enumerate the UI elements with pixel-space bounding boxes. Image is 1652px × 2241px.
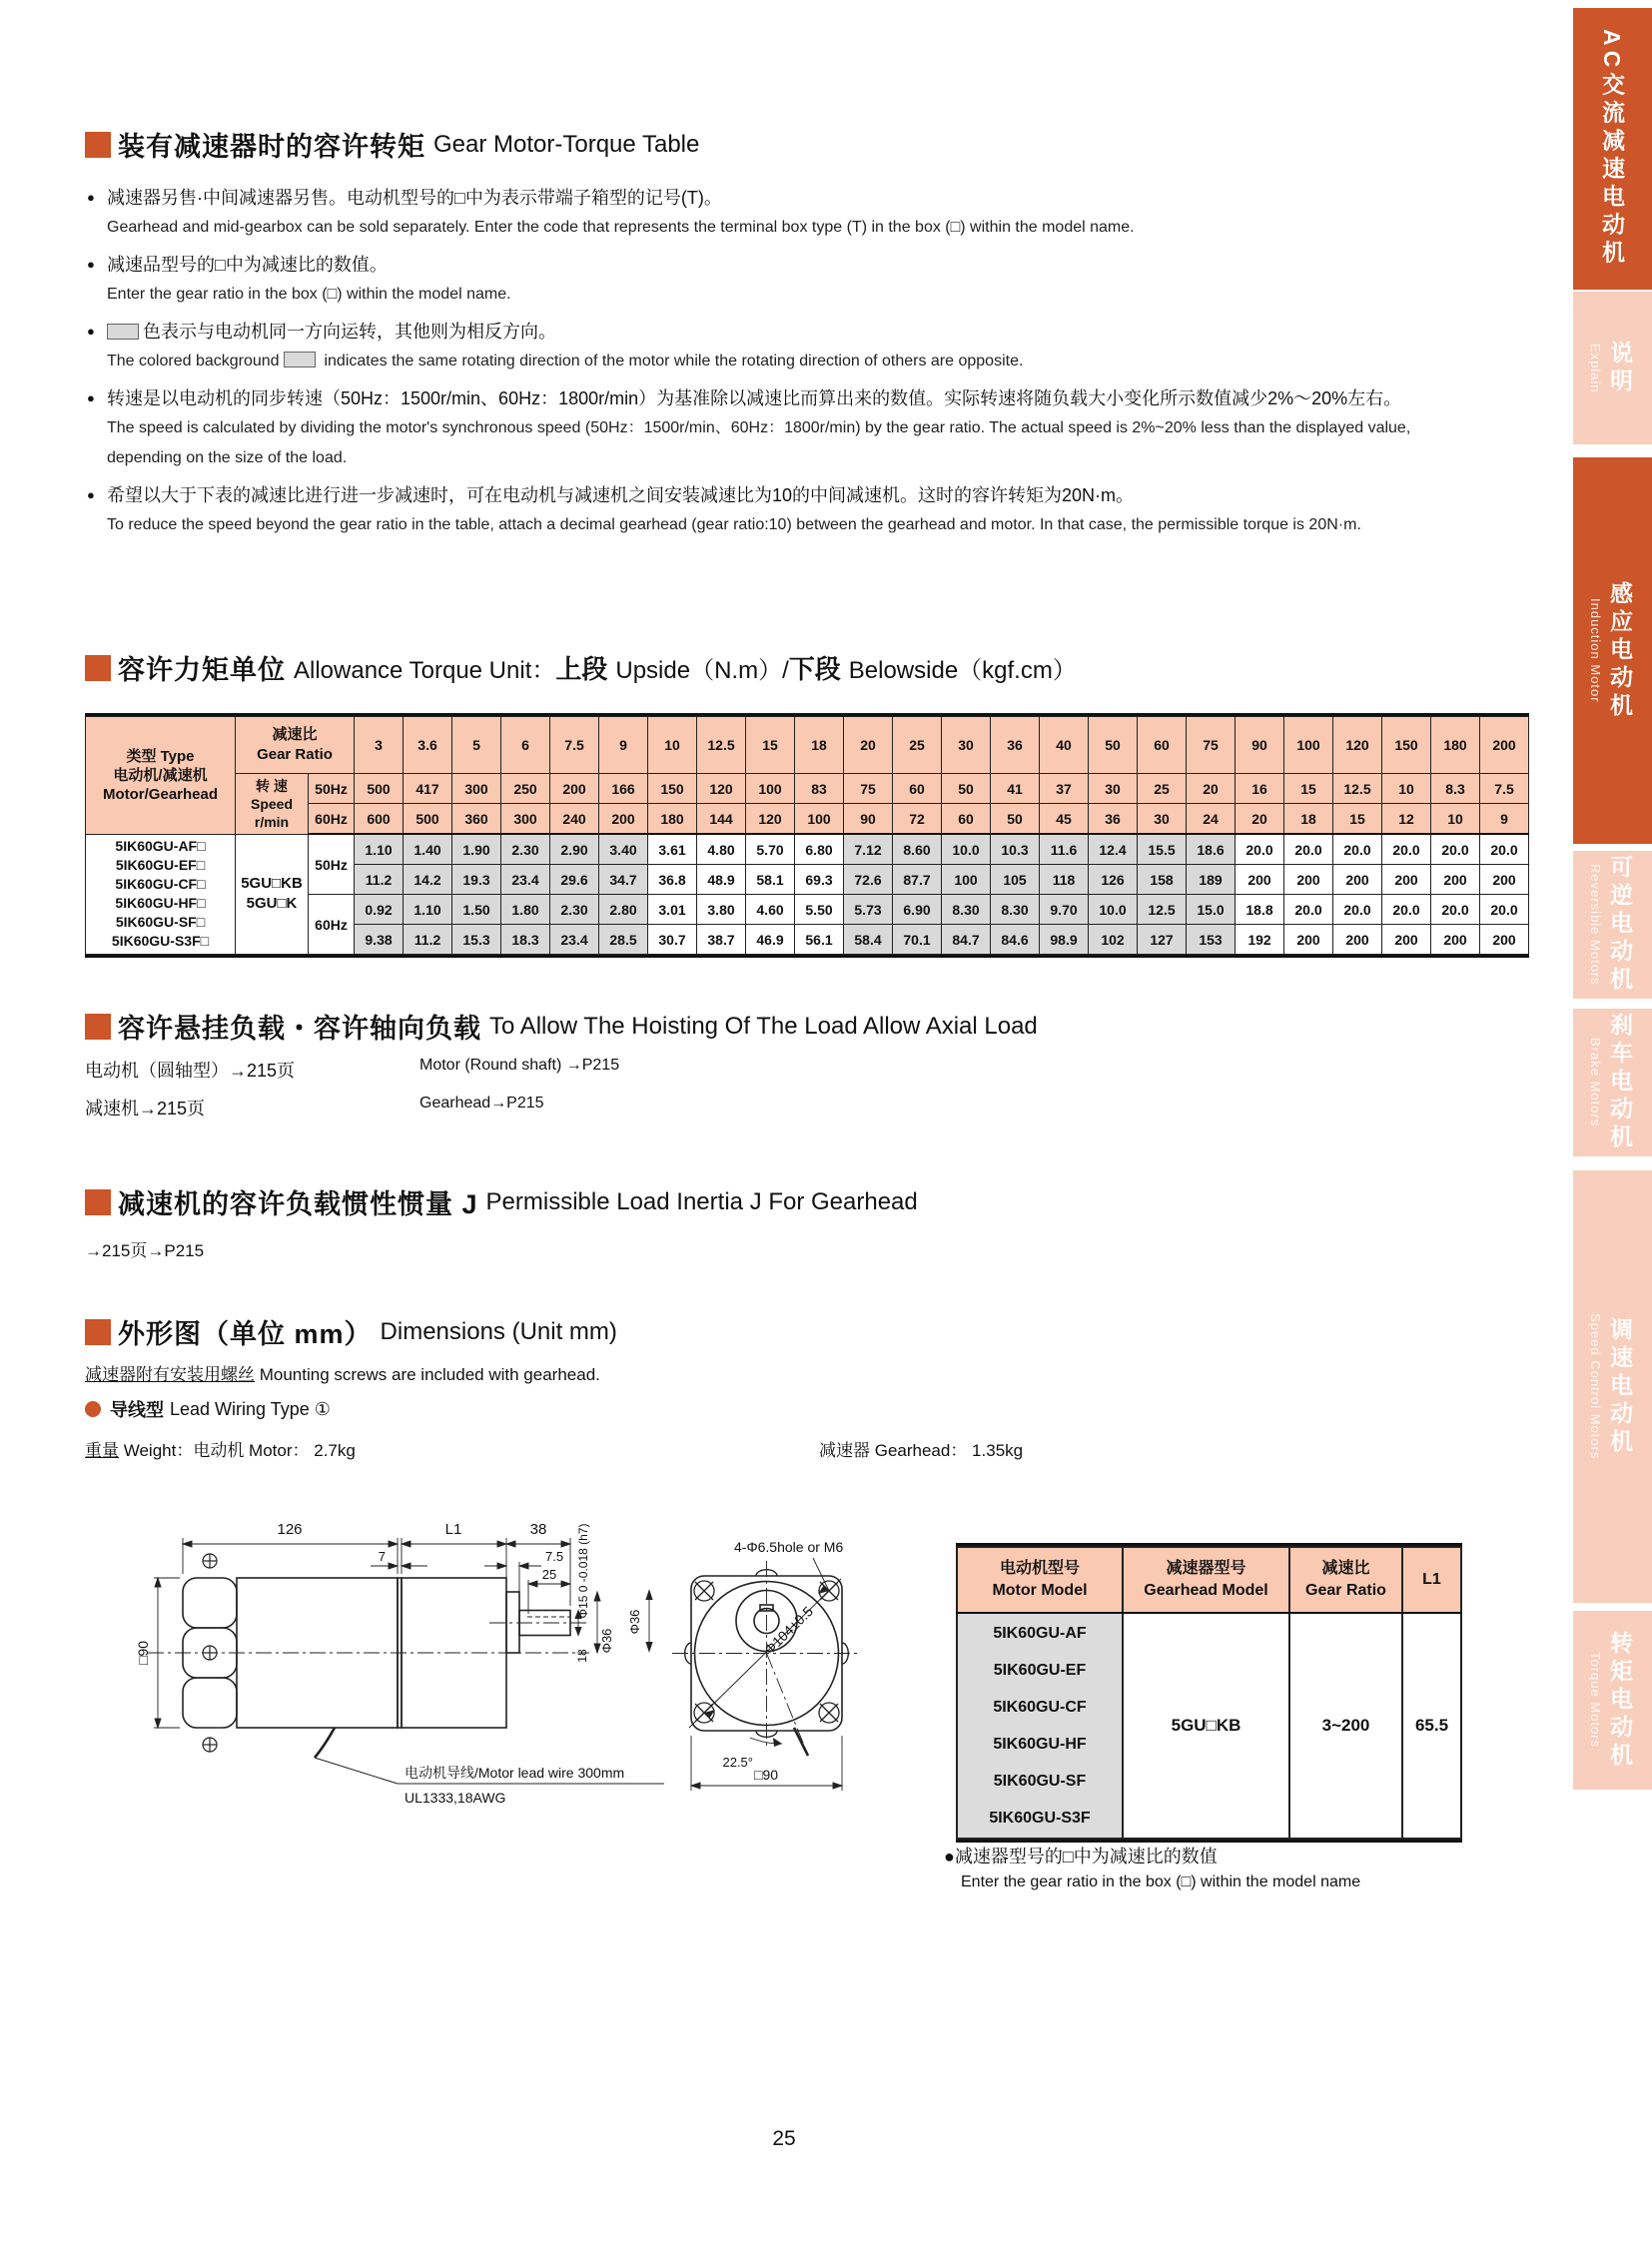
sidebar-tab-speed-control-motors[interactable]: Speed Control Motors 调速电动机: [1573, 1170, 1652, 1603]
dim-label: 4-Φ6.5hole or M6: [734, 1539, 844, 1555]
torque-50hz-nm-cell: 18.6: [1187, 834, 1236, 865]
note-zh: 减速器另售·中间减速器另售。电动机型号的□中为表示带端子箱型的记号(T)。: [107, 188, 722, 208]
torque-60hz-kgf-cell: 200: [1431, 925, 1480, 955]
speed-60hz-cell: 18: [1284, 804, 1333, 835]
note-zh: 转速是以电动机的同步转速（50Hz：1500r/min、60Hz：1800r/min）为基准除以减速比而算出来的数值。实际转速将随负载大小变化所示数值减少2%～20%左右。: [107, 388, 1402, 408]
torque-50hz-nm-cell: 10.3: [991, 834, 1040, 865]
heading-upside-en: Upside（N.m）/: [615, 657, 789, 684]
model-table: [956, 1546, 1462, 1840]
torque-50hz-kgf-cell: 200: [1284, 865, 1333, 895]
torque-50hz-nm-cell: 5.70: [746, 834, 795, 865]
torque-50hz-nm-cell: 20.0: [1284, 834, 1333, 865]
torque-60hz-kgf-cell: 200: [1333, 925, 1382, 955]
speed-60hz-cell: 72: [893, 804, 942, 835]
torque-50hz-nm-cell: 20.0: [1236, 834, 1284, 865]
heading-en: Permissible Load Inertia J For Gearhead: [485, 1187, 918, 1215]
speed-60hz-cell: 45: [1040, 804, 1089, 835]
bullet-dot-icon: ●: [87, 390, 95, 405]
gear-ratio-value-cell: 150: [1382, 717, 1431, 774]
torque-50hz-nm-cell: 20.0: [1382, 834, 1431, 865]
speed-60hz-cell: 100: [795, 804, 844, 835]
speed-50hz-cell: 500: [355, 774, 404, 804]
gear-ratio-value-cell: 75: [1187, 717, 1236, 774]
torque-60hz-kgf-cell: 38.7: [697, 925, 746, 955]
speed-60hz-cell: 90: [844, 804, 893, 835]
section-marker-icon: [85, 655, 111, 681]
heading-zh: 减速机的容许负载惯性惯量 J: [118, 1189, 478, 1219]
hz-label-cell: 60Hz: [309, 895, 355, 955]
list-item: [85, 183, 1413, 243]
heading-zh: 装有减速器时的容许转矩: [118, 132, 425, 162]
dim-label: 22.5°: [722, 1755, 753, 1770]
weight-gearhead: 减速器 Gearhead： 1.35kg: [819, 1441, 1024, 1460]
torque-50hz-nm-cell: 15.5: [1138, 834, 1187, 865]
speed-60hz-cell: 20: [1236, 804, 1284, 835]
gear-ratio-value-cell: 50: [1089, 717, 1138, 774]
torque-60hz-nm-cell: 18.8: [1236, 895, 1284, 925]
dim-label: Φ104±0.5: [760, 1603, 817, 1658]
gear-ratio-value-cell: 3.6: [404, 717, 452, 774]
gear-ratio-value-cell: 30: [942, 717, 991, 774]
torque-50hz-kgf-cell: 200: [1382, 865, 1431, 895]
motor-model: 5IK60GU-HF: [993, 1736, 1087, 1753]
torque-60hz-kgf-cell: 102: [1089, 925, 1138, 955]
motor-model: 5IK60GU-SF□: [115, 914, 206, 931]
note-zh: 希望以大于下表的减速比进行进一步减速时，可在电动机与减速机之间安装减速比为10的中间减速机。这时的容许转矩为20N·m。: [107, 485, 1135, 505]
torque-60hz-nm-cell: 4.60: [746, 895, 795, 925]
torque-60hz-kgf-cell: 127: [1138, 925, 1187, 955]
motor-model: 5IK60GU-CF□: [115, 876, 206, 893]
speed-50hz-cell: 12.5: [1333, 774, 1382, 804]
torque-50hz-nm-cell: 20.0: [1480, 834, 1529, 865]
torque-60hz-kgf-cell: 153: [1187, 925, 1236, 955]
speed-50hz-cell: 100: [746, 774, 795, 804]
gear-ratio-value-cell: 200: [1480, 717, 1529, 774]
gear-ratio-header-cell: 减速比 Gear Ratio: [1289, 1547, 1402, 1613]
gear-ratio-value-cell: 20: [844, 717, 893, 774]
heading-zh: 容许悬挂负载・容许轴向负载: [118, 1014, 481, 1044]
speed-50hz-cell: 60: [893, 774, 942, 804]
heading-zh: 容许力矩单位: [118, 655, 286, 685]
section-marker-icon: [85, 1189, 111, 1215]
speed-60hz-cell: 120: [746, 804, 795, 835]
torque-60hz-kgf-cell: 11.2: [404, 925, 452, 955]
gear-ratio-value-cell: 10: [648, 717, 697, 774]
sidebar-tab-induction-motor[interactable]: Induction Motor 感应电动机: [1573, 457, 1652, 844]
dim-label: Φ36: [627, 1609, 642, 1635]
torque-50hz-nm-cell: 2.30: [501, 834, 550, 865]
note-zh: 色表示与电动机同一方向运转，其他则为相反方向。: [107, 317, 1413, 347]
gear-ratio-value-cell: 25: [893, 717, 942, 774]
torque-60hz-kgf-cell: 84.7: [942, 925, 991, 955]
wire-label: 电动机导线/Motor lead wire 300mm: [405, 1765, 625, 1781]
speed-60hz-cell: 144: [697, 804, 746, 835]
motor-model: 5IK60GU-EF□: [115, 857, 206, 874]
sidebar-tab-torque-motors[interactable]: Torque Motors 转矩电动机: [1573, 1611, 1652, 1790]
motor-model: 5IK60GU-HF□: [115, 895, 206, 912]
speed-60hz-cell: 500: [404, 804, 452, 835]
section-marker-icon: [85, 132, 111, 158]
lead-type-zh: 导线型: [110, 1400, 164, 1420]
gearhead-model-header-cell: 减速器型号 Gearhead Model: [1123, 1547, 1289, 1613]
torque-50hz-kgf-cell: 29.6: [550, 865, 599, 895]
gearhead-model: 5GU□KB: [241, 875, 303, 893]
l1-header-cell: L1: [1402, 1547, 1461, 1613]
list-item: [85, 250, 1413, 310]
torque-60hz-nm-cell: 2.30: [550, 895, 599, 925]
model-table-wrap: [956, 1543, 1462, 1843]
speed-50hz-cell: 7.5: [1480, 774, 1529, 804]
speed-50hz-cell: 20: [1187, 774, 1236, 804]
section-dimensions-heading: [85, 1312, 617, 1351]
torque-60hz-nm-cell: 20.0: [1431, 895, 1480, 925]
speed-50hz-cell: 120: [697, 774, 746, 804]
torque-60hz-nm-cell: 1.10: [404, 895, 452, 925]
lead-type-en: Lead Wiring Type ①: [170, 1398, 331, 1419]
motor-model: 5IK60GU-S3F: [989, 1810, 1091, 1827]
section-hoisting-heading: [85, 1007, 1038, 1046]
torque-50hz-nm-cell: 1.40: [404, 834, 452, 865]
gear-ratio-value-cell: 5: [452, 717, 501, 774]
dim-label: 126: [277, 1521, 303, 1538]
torque-60hz-nm-cell: 10.0: [1089, 895, 1138, 925]
motor-model: 5IK60GU-CF: [993, 1699, 1087, 1716]
dim-label: Φ36: [599, 1628, 614, 1654]
gear-ratio-value-cell: 7.5: [550, 717, 599, 774]
heading-upside-zh: 上段: [555, 654, 608, 684]
gear-ratio-value-cell: 90: [1236, 717, 1284, 774]
torque-50hz-kgf-cell: 118: [1040, 865, 1089, 895]
hz-label-cell: 50Hz: [309, 774, 355, 804]
speed-60hz-cell: 60: [942, 804, 991, 835]
torque-50hz-kgf-cell: 48.9: [697, 865, 746, 895]
torque-50hz-nm-cell: 20.0: [1431, 834, 1480, 865]
torque-50hz-kgf-cell: 72.6: [844, 865, 893, 895]
mounting-screws-note: 减速器附有安装用螺丝 Mounting screws are included with gearhead.: [85, 1365, 600, 1384]
ref-zh: 电动机（圆轴型）→215页: [85, 1061, 296, 1081]
list-item: [85, 317, 1413, 376]
gear-ratio-value-cell: 40: [1040, 717, 1089, 774]
list-item: [85, 480, 1413, 540]
wire-spec-label: UL1333,18AWG: [405, 1790, 506, 1806]
note-en: Gearhead and mid-gearbox can be sold separately. Enter the code that represents the terminal box type (T) in the box (□) within the model name.: [107, 219, 1135, 236]
torque-50hz-nm-cell: 12.4: [1089, 834, 1138, 865]
note-en: The colored background indicates the same rotating direction of the motor while the rotating direction of others are opposite.: [107, 353, 1024, 370]
torque-60hz-kgf-cell: 18.3: [501, 925, 550, 955]
dim-label: Φ15 0 -0.018 (h7): [576, 1523, 590, 1619]
torque-60hz-nm-cell: 2.80: [599, 895, 648, 925]
page-number: 25: [772, 2127, 796, 2150]
heading-en: Allowance Torque Unit：: [294, 657, 556, 684]
gear-ratio-value-cell: 9: [599, 717, 648, 774]
speed-50hz-cell: 16: [1236, 774, 1284, 804]
hz-label-cell: 50Hz: [309, 834, 355, 895]
heading-belowside-en: Belowside（kgf.cm）: [848, 657, 1077, 684]
speed-50hz-cell: 50: [942, 774, 991, 804]
dim-label: 7: [378, 1549, 386, 1564]
torque-50hz-kgf-cell: 126: [1089, 865, 1138, 895]
sidebar-tab-explain[interactable]: Explain 说明: [1573, 292, 1652, 444]
hz-label-cell: 60Hz: [309, 804, 355, 835]
direction-color-swatch: [107, 324, 139, 340]
torque-models-cell: [86, 834, 236, 955]
torque-60hz-kgf-cell: 9.38: [355, 925, 404, 955]
gear-ratio-value-cell: 36: [991, 717, 1040, 774]
notes-list: [85, 183, 1413, 547]
section-marker-icon: [85, 1014, 111, 1040]
speed-60hz-cell: 240: [550, 804, 599, 835]
torque-60hz-kgf-cell: 58.4: [844, 925, 893, 955]
speed-60hz-cell: 200: [599, 804, 648, 835]
torque-50hz-kgf-cell: 100: [942, 865, 991, 895]
torque-60hz-nm-cell: 5.50: [795, 895, 844, 925]
torque-60hz-kgf-cell: 200: [1382, 925, 1431, 955]
torque-50hz-nm-cell: 4.80: [697, 834, 746, 865]
gear-ratio-header-cell: 减速比 Gear Ratio: [236, 717, 355, 774]
torque-60hz-kgf-cell: 23.4: [550, 925, 599, 955]
speed-60hz-cell: 50: [991, 804, 1040, 835]
bullet-dot-icon: ●: [87, 324, 95, 339]
section-inertia-heading: [85, 1182, 918, 1221]
list-item: [85, 383, 1413, 473]
torque-50hz-kgf-cell: 36.8: [648, 865, 697, 895]
torque-50hz-nm-cell: 11.6: [1040, 834, 1089, 865]
torque-60hz-kgf-cell: 84.6: [991, 925, 1040, 955]
speed-60hz-cell: 600: [355, 804, 404, 835]
speed-50hz-cell: 166: [599, 774, 648, 804]
torque-60hz-kgf-cell: 192: [1236, 925, 1284, 955]
torque-50hz-nm-cell: 3.61: [648, 834, 697, 865]
model-table-note-en: Enter the gear ratio in the box (□) within the model name: [961, 1873, 1361, 1890]
ref-zh: 减速机→215页: [85, 1099, 206, 1119]
dim-label: □90: [135, 1640, 151, 1666]
heading-zh: 外形图（单位 mm）: [118, 1319, 373, 1349]
torque-60hz-nm-cell: 3.01: [648, 895, 697, 925]
dim-label: 38: [529, 1521, 547, 1538]
model-table-note-zh: ●减速器型号的□中为减速比的数值: [944, 1847, 1218, 1867]
torque-50hz-nm-cell: 2.90: [550, 834, 599, 865]
torque-50hz-nm-cell: 10.0: [942, 834, 991, 865]
dimension-drawing: [90, 1466, 969, 1826]
gear-ratio-value-cell: 6: [501, 717, 550, 774]
torque-50hz-kgf-cell: 23.4: [501, 865, 550, 895]
gear-ratio-value-cell: 60: [1138, 717, 1187, 774]
torque-50hz-nm-cell: 20.0: [1333, 834, 1382, 865]
gearhead-model: 5GU□K: [246, 895, 298, 913]
sidebar-tab-brake-motors[interactable]: Brake Motors 刹车电动机: [1573, 1009, 1652, 1156]
torque-50hz-kgf-cell: 189: [1187, 865, 1236, 895]
speed-60hz-cell: 15: [1333, 804, 1382, 835]
torque-50hz-kgf-cell: 11.2: [355, 865, 404, 895]
torque-50hz-kgf-cell: 200: [1333, 865, 1382, 895]
torque-60hz-nm-cell: 12.5: [1138, 895, 1187, 925]
torque-50hz-kgf-cell: 200: [1480, 865, 1529, 895]
section-gear-motor-torque-heading: [85, 125, 699, 164]
torque-table: [85, 716, 1529, 955]
heading-en: To Allow The Hoisting Of The Load Allow Axial Load: [489, 1012, 1038, 1040]
gearhead-model-cell: 5GU□KB: [1123, 1613, 1289, 1839]
dim-label: 18: [575, 1649, 589, 1663]
motor-model: 5IK60GU-AF□: [115, 838, 206, 855]
ref-en: Gearhead→P215: [419, 1095, 544, 1112]
speed-50hz-cell: 8.3: [1431, 774, 1480, 804]
torque-60hz-kgf-cell: 15.3: [452, 925, 501, 955]
torque-60hz-kgf-cell: 200: [1480, 925, 1529, 955]
hoisting-motor-row: [85, 1057, 620, 1083]
torque-60hz-kgf-cell: 56.1: [795, 925, 844, 955]
speed-header-cell: 转 速 Speed r/min: [236, 774, 309, 835]
bullet-dot-icon: ●: [87, 487, 95, 502]
speed-60hz-cell: 9: [1480, 804, 1529, 835]
gear-ratio-value-cell: 3: [355, 717, 404, 774]
note-en: The speed is calculated by dividing the motor's synchronous speed (50Hz：1500r/min、60Hz：1800r/min) by the gear ratio. The actual speed is 2%~20% less than the displayed value, depending on the size of the load.: [107, 419, 1411, 466]
ref-en: Motor (Round shaft) →P215: [419, 1057, 620, 1074]
torque-50hz-kgf-cell: 14.2: [404, 865, 452, 895]
sidebar-tab-ac-gear-motors[interactable]: AC交流减速电动机: [1573, 8, 1652, 290]
l1-value-cell: 65.5: [1402, 1613, 1461, 1839]
speed-50hz-cell: 250: [501, 774, 550, 804]
speed-60hz-cell: 180: [648, 804, 697, 835]
dim-label: 7.5: [545, 1549, 564, 1564]
section-torque-unit-heading: [85, 648, 1077, 687]
torque-50hz-nm-cell: 1.10: [355, 834, 404, 865]
speed-50hz-cell: 15: [1284, 774, 1333, 804]
torque-60hz-nm-cell: 15.0: [1187, 895, 1236, 925]
torque-60hz-kgf-cell: 46.9: [746, 925, 795, 955]
speed-60hz-cell: 360: [452, 804, 501, 835]
torque-50hz-nm-cell: 3.40: [599, 834, 648, 865]
torque-50hz-kgf-cell: 69.3: [795, 865, 844, 895]
gear-ratio-value-cell: 180: [1431, 717, 1480, 774]
torque-60hz-nm-cell: 1.50: [452, 895, 501, 925]
speed-50hz-cell: 300: [452, 774, 501, 804]
dim-label: 25: [541, 1567, 557, 1582]
torque-60hz-nm-cell: 20.0: [1284, 895, 1333, 925]
note-en: Enter the gear ratio in the box (□) within the model name.: [107, 286, 511, 303]
speed-60hz-cell: 24: [1187, 804, 1236, 835]
gear-ratio-cell: 3~200: [1289, 1613, 1402, 1839]
torque-60hz-nm-cell: 1.80: [501, 895, 550, 925]
speed-50hz-cell: 41: [991, 774, 1040, 804]
torque-60hz-nm-cell: 3.80: [697, 895, 746, 925]
torque-50hz-kgf-cell: 19.3: [452, 865, 501, 895]
torque-60hz-nm-cell: 8.30: [942, 895, 991, 925]
torque-50hz-kgf-cell: 200: [1236, 865, 1284, 895]
torque-60hz-nm-cell: 9.70: [1040, 895, 1089, 925]
section-marker-icon: [85, 1319, 111, 1345]
torque-60hz-nm-cell: 0.92: [355, 895, 404, 925]
note-zh: 减速品型号的□中为减速比的数值。: [107, 255, 388, 275]
dim-label: □90: [753, 1767, 779, 1783]
note-en: To reduce the speed beyond the gear ratio in the table, attach a decimal gearhead (gear ratio:10) between the gearhead and motor. In that case, the permissible torque is 20N·m.: [107, 516, 1361, 533]
torque-50hz-kgf-cell: 158: [1138, 865, 1187, 895]
speed-60hz-cell: 10: [1431, 804, 1480, 835]
heading-belowside-zh: 下段: [788, 654, 841, 684]
speed-60hz-cell: 300: [501, 804, 550, 835]
torque-60hz-kgf-cell: 70.1: [893, 925, 942, 955]
speed-50hz-cell: 37: [1040, 774, 1089, 804]
dim-label: L1: [444, 1521, 462, 1538]
torque-50hz-kgf-cell: 87.7: [893, 865, 942, 895]
torque-50hz-kgf-cell: 105: [991, 865, 1040, 895]
torque-60hz-nm-cell: 20.0: [1480, 895, 1529, 925]
torque-50hz-kgf-cell: 58.1: [746, 865, 795, 895]
motor-model: 5IK60GU-SF: [993, 1773, 1087, 1790]
speed-50hz-cell: 417: [404, 774, 452, 804]
torque-50hz-nm-cell: 6.80: [795, 834, 844, 865]
torque-60hz-kgf-cell: 98.9: [1040, 925, 1089, 955]
torque-60hz-nm-cell: 8.30: [991, 895, 1040, 925]
weight-line: 重量 Weight：电动机 Motor： 2.7kg 减速器 Gearhead： 1.35kg: [85, 1436, 356, 1461]
speed-50hz-cell: 200: [550, 774, 599, 804]
torque-50hz-kgf-cell: 34.7: [599, 865, 648, 895]
speed-50hz-cell: 25: [1138, 774, 1187, 804]
gear-ratio-value-cell: 120: [1333, 717, 1382, 774]
motor-model: 5IK60GU-S3F□: [111, 933, 210, 950]
speed-50hz-cell: 83: [795, 774, 844, 804]
heading-en: Gear Motor-Torque Table: [433, 130, 700, 158]
hoisting-gearhead-row: [85, 1095, 544, 1120]
speed-60hz-cell: 12: [1382, 804, 1431, 835]
sidebar-tab-reversible-motors[interactable]: Reversible Motors 可逆电动机: [1573, 851, 1652, 999]
torque-60hz-kgf-cell: 200: [1284, 925, 1333, 955]
motor-model-header-cell: 电动机型号 Motor Model: [957, 1547, 1123, 1613]
gear-ratio-value-cell: 15: [746, 717, 795, 774]
orange-dot-icon: [85, 1401, 101, 1417]
heading-en: Dimensions (Unit mm): [380, 1317, 617, 1345]
speed-50hz-cell: 30: [1089, 774, 1138, 804]
torque-60hz-kgf-cell: 28.5: [599, 925, 648, 955]
torque-60hz-nm-cell: 20.0: [1382, 895, 1431, 925]
torque-table-wrap: [85, 713, 1529, 958]
torque-50hz-nm-cell: 1.90: [452, 834, 501, 865]
direction-color-swatch: [284, 352, 316, 368]
torque-60hz-nm-cell: 5.73: [844, 895, 893, 925]
bullet-dot-icon: ●: [87, 257, 95, 272]
speed-60hz-cell: 36: [1089, 804, 1138, 835]
lead-wiring-type-line: [85, 1396, 331, 1422]
torque-60hz-kgf-cell: 30.7: [648, 925, 697, 955]
gear-ratio-value-cell: 12.5: [697, 717, 746, 774]
motor-model: 5IK60GU-AF: [993, 1625, 1087, 1642]
torque-50hz-nm-cell: 7.12: [844, 834, 893, 865]
motor-model: 5IK60GU-EF: [993, 1662, 1087, 1679]
inertia-page-ref: →215页→P215: [85, 1241, 205, 1260]
torque-60hz-nm-cell: 6.90: [893, 895, 942, 925]
speed-50hz-cell: 75: [844, 774, 893, 804]
torque-gearhead-cell: [236, 834, 309, 955]
torque-60hz-nm-cell: 20.0: [1333, 895, 1382, 925]
gear-ratio-value-cell: 18: [795, 717, 844, 774]
torque-50hz-kgf-cell: 200: [1431, 865, 1480, 895]
speed-50hz-cell: 150: [648, 774, 697, 804]
speed-60hz-cell: 30: [1138, 804, 1187, 835]
torque-50hz-nm-cell: 8.60: [893, 834, 942, 865]
gear-ratio-value-cell: 100: [1284, 717, 1333, 774]
speed-50hz-cell: 10: [1382, 774, 1431, 804]
type-header-cell: 类型 Type 电动机/减速机 Motor/Gearhead: [86, 717, 236, 835]
motor-models-cell: [957, 1613, 1123, 1839]
bullet-dot-icon: ●: [87, 190, 95, 205]
